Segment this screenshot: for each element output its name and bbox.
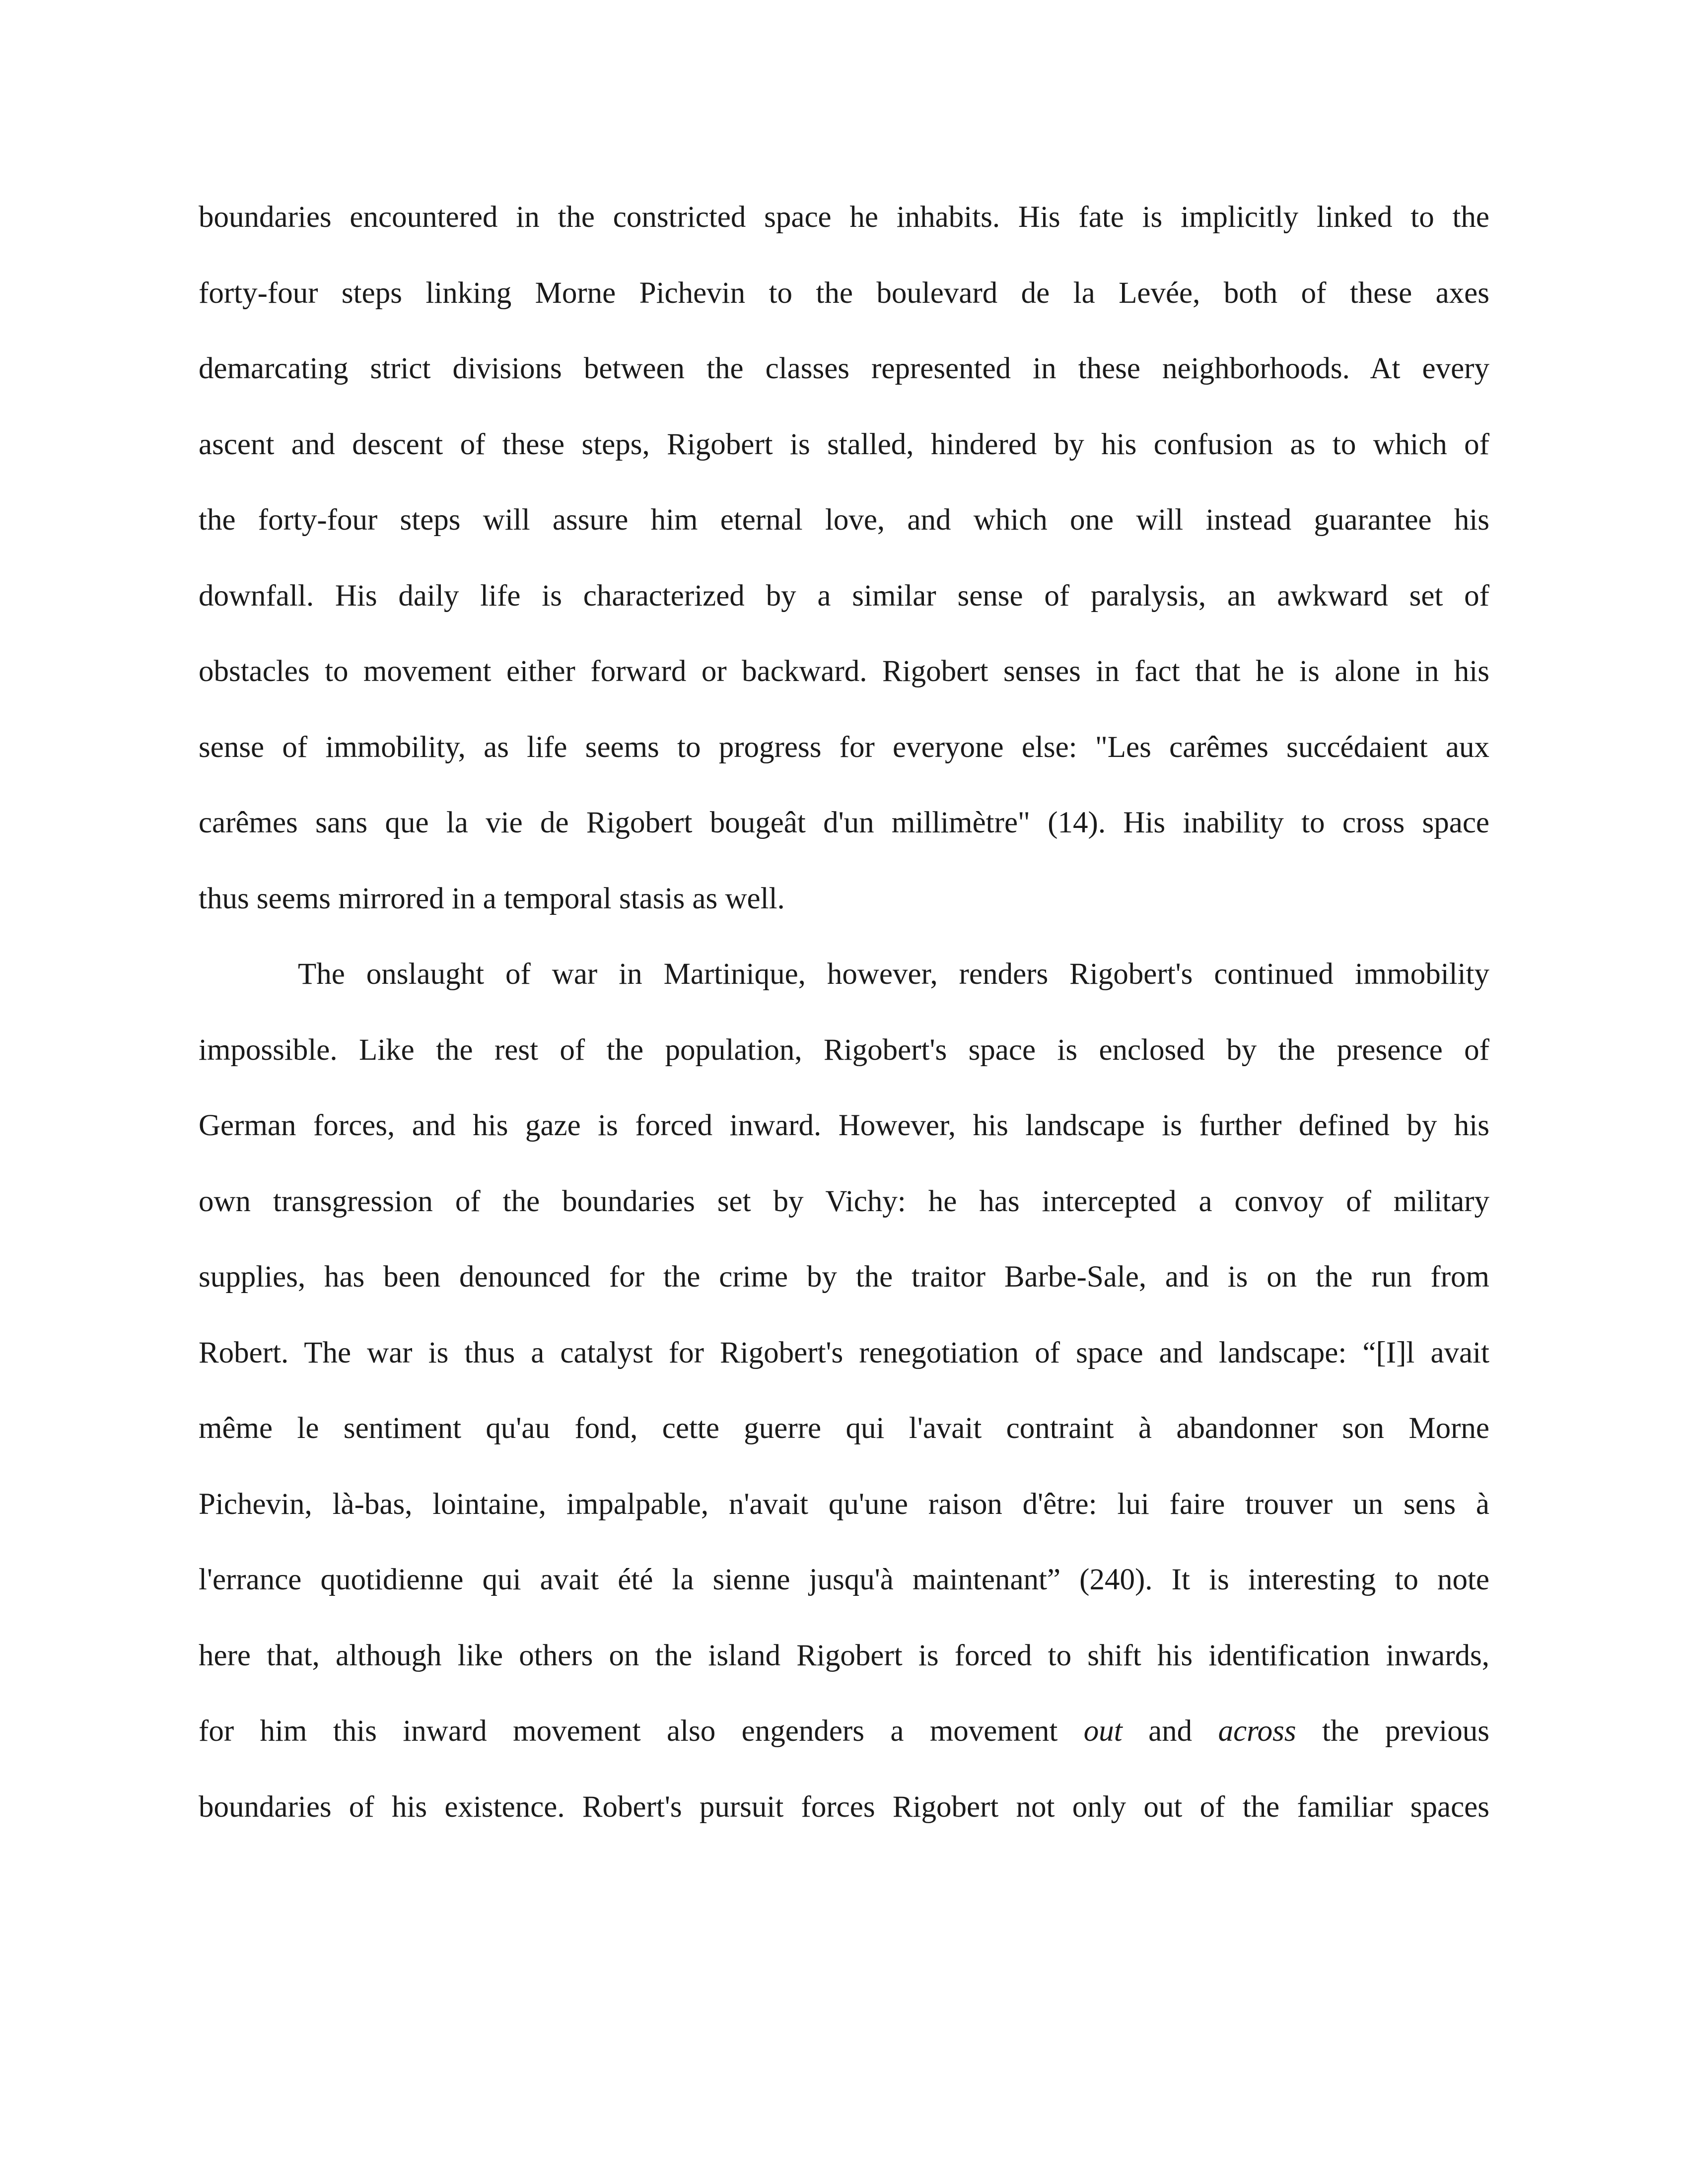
text-line: obstacles to movement either forward or backward. Rigobert senses in fact that he is alone in his — [199, 655, 1489, 688]
text-line: downfall. His daily life is characterized by a similar sense of paralysis, an awkward set of — [199, 579, 1489, 613]
text-line: Pichevin, là-bas, lointaine, impalpable, n'avait qu'une raison d'être: lui faire trouver un sens à — [199, 1487, 1489, 1521]
text-segment: the previous — [1296, 1714, 1489, 1748]
paragraph — [199, 193, 1489, 950]
text-line: Robert. The war is thus a catalyst for Rigobert's renegotiation of space and landscape: “[I]l avait — [199, 1336, 1489, 1369]
text-line: The onslaught of war in Martinique, however, renders Rigobert's continued immobility — [298, 957, 1489, 991]
text-line: demarcating strict divisions between the classes represented in these neighborhoods. At every — [199, 352, 1489, 385]
text-segment: for him this inward movement also engenders a movement — [199, 1714, 1084, 1748]
text-line: boundaries of his existence. Robert's pursuit forces Rigobert not only out of the familiar spaces — [199, 1790, 1489, 1824]
text-line: ascent and descent of these steps, Rigobert is stalled, hindered by his confusion as to which of — [199, 427, 1489, 461]
paragraph — [199, 950, 1489, 1858]
text-line: the forty-four steps will assure him eternal love, and which one will instead guarantee his — [199, 503, 1489, 537]
text-line: forty-four steps linking Morne Pichevin to the boulevard de la Levée, both of these axes — [199, 276, 1489, 310]
italic-word: across — [1218, 1714, 1296, 1748]
text-line: impossible. Like the rest of the population, Rigobert's space is enclosed by the presence of — [199, 1033, 1489, 1067]
text-line: thus seems mirrored in a temporal stasis as well. — [199, 882, 785, 915]
text-line: carêmes sans que la vie de Rigobert bougeât d'un millimètre" (14). His inability to cross space — [199, 806, 1489, 839]
text-line: sense of immobility, as life seems to progress for everyone else: "Les carêmes succédaient aux — [199, 730, 1489, 764]
italic-word: out — [1083, 1714, 1123, 1748]
text-line: boundaries encountered in the constricted space he inhabits. His fate is implicitly linked to the — [199, 201, 1489, 234]
text-segment: and — [1122, 1714, 1218, 1748]
text-line — [199, 1706, 1489, 1782]
text-line: même le sentiment qu'au fond, cette guerre qui l'avait contraint à abandonner son Morne — [199, 1412, 1489, 1445]
text-line: supplies, has been denounced for the crime by the traitor Barbe-Sale, and is on the run from — [199, 1260, 1489, 1294]
text-line: own transgression of the boundaries set by Vichy: he has intercepted a convoy of military — [199, 1184, 1489, 1218]
text-line: l'errance quotidienne qui avait été la sienne jusqu'à maintenant” (240). It is interesting to note — [199, 1563, 1489, 1596]
text-line: German forces, and his gaze is forced inward. However, his landscape is further defined by his — [199, 1109, 1489, 1142]
text-line: here that, although like others on the island Rigobert is forced to shift his identification inwards, — [199, 1638, 1489, 1672]
body-text — [199, 193, 1489, 1858]
